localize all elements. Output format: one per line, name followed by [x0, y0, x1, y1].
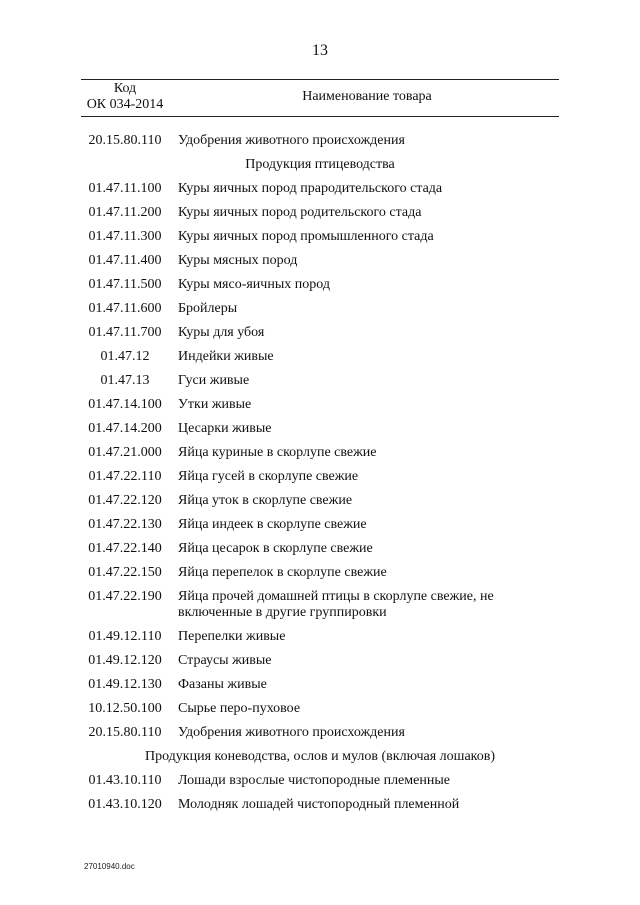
product-code: 01.47.22.130	[88, 517, 162, 532]
product-name: Утки живые	[178, 397, 252, 412]
product-code: 01.49.12.110	[88, 629, 162, 644]
product-code: 01.47.22.120	[88, 493, 162, 508]
document-filename-footer: 27010940.doc	[84, 862, 135, 871]
product-name: Яйца прочей домашней птицы в скорлупе свежие, не включенные в другие группировки	[178, 589, 494, 620]
page-number: 13	[312, 42, 328, 59]
product-name: Фазаны живые	[178, 677, 267, 692]
product-code: 01.47.11.200	[88, 205, 162, 220]
header-classifier-label: ОК 034-2014	[86, 97, 164, 112]
product-code: 01.43.10.110	[88, 773, 162, 788]
product-code: 01.47.22.140	[88, 541, 162, 556]
product-name: Сырье перо-пуховое	[178, 701, 301, 716]
product-code: 20.15.80.110	[88, 133, 162, 148]
product-name: Молодняк лошадей чистопородный племенной	[178, 797, 460, 812]
product-code: 01.49.12.120	[88, 653, 162, 668]
product-name: Яйца перепелок в скорлупе свежие	[178, 565, 387, 580]
product-name: Удобрения животного происхождения	[178, 133, 405, 148]
product-code: 20.15.80.110	[88, 725, 162, 740]
product-code: 01.47.13	[100, 373, 150, 388]
product-code: 01.47.14.200	[88, 421, 162, 436]
product-name: Яйца индеек в скорлупе свежие	[178, 517, 367, 532]
product-code: 01.47.11.700	[88, 325, 162, 340]
product-name: Цесарки живые	[178, 421, 272, 436]
product-name: Куры яичных пород прародительского стада	[178, 181, 443, 196]
product-code: 01.47.11.600	[88, 301, 162, 316]
product-name: Яйца гусей в скорлупе свежие	[178, 469, 359, 484]
product-name: Страусы живые	[178, 653, 272, 668]
header-name-label: Наименование товара	[302, 89, 432, 104]
product-code: 01.47.22.110	[88, 469, 162, 484]
product-code: 01.47.11.400	[88, 253, 162, 268]
product-code: 01.47.14.100	[88, 397, 162, 412]
product-code: 01.47.11.500	[88, 277, 162, 292]
product-name: Лошади взрослые чистопородные племенные	[178, 773, 450, 788]
product-name: Куры яичных пород промышленного стада	[178, 229, 434, 244]
product-code: 01.47.11.100	[88, 181, 162, 196]
product-code: 01.43.10.120	[88, 797, 162, 812]
product-code: 01.49.12.130	[88, 677, 162, 692]
product-name: Удобрения животного происхождения	[178, 725, 405, 740]
product-code: 01.47.12	[100, 349, 150, 364]
section-heading: Продукция птицеводства	[245, 157, 395, 172]
product-name: Яйца уток в скорлупе свежие	[178, 493, 353, 508]
product-code: 01.47.22.150	[88, 565, 162, 580]
product-name: Куры для убоя	[178, 325, 265, 340]
product-code: 01.47.22.190	[88, 589, 162, 604]
header-code-label: Код	[113, 81, 137, 96]
product-name: Куры яичных пород родительского стада	[178, 205, 422, 220]
product-name: Индейки живые	[178, 349, 274, 364]
product-name: Яйца куриные в скорлупе свежие	[178, 445, 377, 460]
product-name: Куры мясных пород	[178, 253, 298, 268]
product-code: 10.12.50.100	[88, 701, 162, 716]
product-name: Бройлеры	[178, 301, 238, 316]
section-heading: Продукция коневодства, ослов и мулов (включая лошаков)	[144, 749, 496, 764]
product-name: Яйца цесарок в скорлупе свежие	[178, 541, 373, 556]
product-code: 01.47.21.000	[88, 445, 162, 460]
product-code: 01.47.11.300	[88, 229, 162, 244]
product-name: Куры мясо-яичных пород	[178, 277, 330, 292]
product-name: Перепелки живые	[178, 629, 286, 644]
product-name: Гуси живые	[178, 373, 250, 388]
